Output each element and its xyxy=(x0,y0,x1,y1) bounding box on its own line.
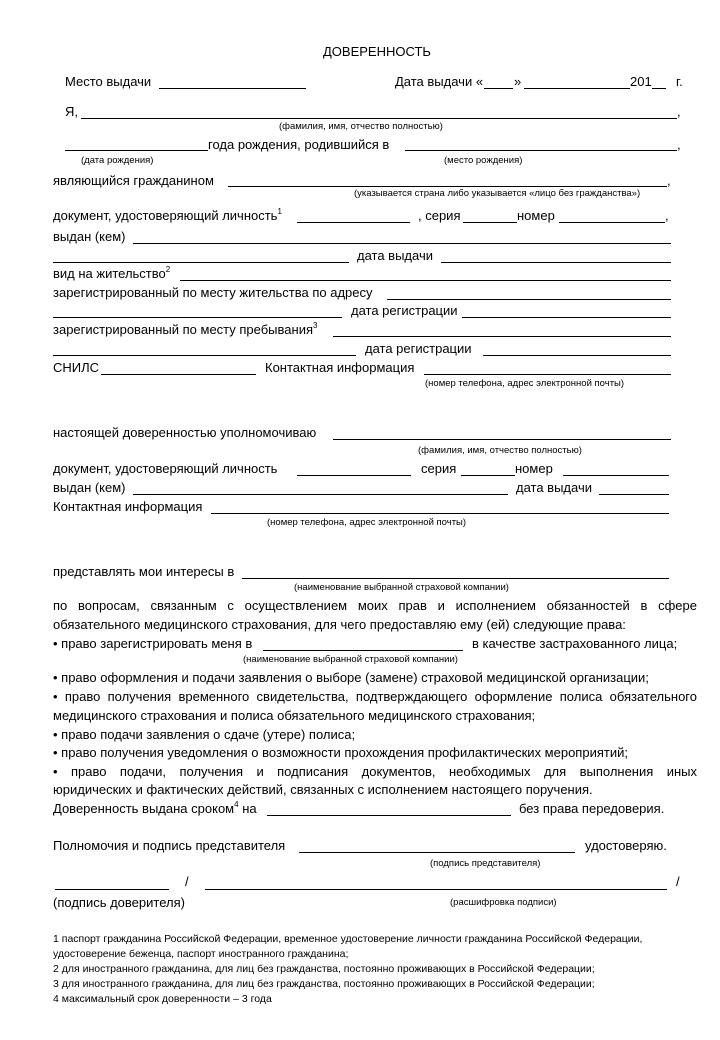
agent-issue-date-label: дата выдачи xyxy=(516,480,592,495)
authorize-label: настоящей доверенностью уполномочиваю xyxy=(53,425,317,440)
issue-date-label: Дата выдачи « xyxy=(395,74,484,89)
right6-line1: • право подачи, получения и подписания документов, необходимых для выполнения иных xyxy=(53,764,697,779)
right1-hint: (наименование выбранной страховой компании) xyxy=(243,654,458,665)
agent-doc-number-field[interactable] xyxy=(563,475,669,476)
birth-place-hint: (место рождения) xyxy=(444,155,523,166)
footnote-3: 3 для иностранного гражданина, для лиц без гражданства, постоянно проживающих в Российской Федерации; xyxy=(53,978,595,990)
issue-date-label: дата выдачи xyxy=(357,248,433,263)
birth-place-field[interactable] xyxy=(405,150,677,151)
principal-name-field[interactable] xyxy=(81,118,677,119)
principal-decode-field[interactable] xyxy=(205,889,667,890)
right4-text: • право подачи заявления о сдаче (утере) полиса; xyxy=(53,727,356,742)
insurer-hint: (наименование выбранной страховой компании) xyxy=(294,582,509,593)
principal-name-hint: (фамилия, имя, отчество полностью) xyxy=(279,121,443,132)
snils-field[interactable] xyxy=(101,374,256,375)
agent-name-hint: (фамилия, имя, отчество полностью) xyxy=(418,445,582,456)
reg-address-cont-field[interactable] xyxy=(53,317,342,318)
issued-by-label: выдан (кем) xyxy=(53,229,126,244)
contact-field[interactable] xyxy=(424,374,671,375)
right6-line2: юридических и фактических действий, связанных с исполнением настоящего поручения. xyxy=(53,782,593,797)
stay-address-field[interactable] xyxy=(333,336,671,337)
issue-day-field[interactable] xyxy=(484,88,513,89)
reg-address-field[interactable] xyxy=(387,299,671,300)
issue-year-suffix: г. xyxy=(676,74,683,89)
insurer-field[interactable] xyxy=(242,578,669,579)
agent-contact-hint: (номер телефона, адрес электронной почты) xyxy=(267,517,467,528)
snils-label: СНИЛС xyxy=(53,360,100,375)
authority-text-a: Полномочия и подпись представителя xyxy=(53,838,286,853)
right1-text-b: в качестве застрахованного лица; xyxy=(472,636,678,651)
agent-contact-field[interactable] xyxy=(211,513,669,514)
residence-field[interactable] xyxy=(180,280,671,281)
stay-address-cont-field[interactable] xyxy=(53,355,356,356)
right3-line2: медицинского страхования и полиса обязательного медицинского страхования; xyxy=(53,708,536,723)
stay-date-field[interactable] xyxy=(483,355,671,356)
doc-series-field[interactable] xyxy=(463,222,517,223)
issue-date-mid: » xyxy=(514,74,522,89)
right2-text: • право оформления и подачи заявления о выборе (замене) страховой медицинской организации; xyxy=(53,670,649,685)
agent-doc-label: документ, удостоверяющий личность xyxy=(53,461,278,476)
agent-issued-by-label: выдан (кем) xyxy=(53,480,126,495)
number-label: номер xyxy=(517,208,555,223)
footnote-4: 4 максимальный срок доверенности – 3 года xyxy=(53,993,272,1005)
doc-label: документ, удостоверяющий личность$^1$ xyxy=(53,206,282,223)
citizen-field[interactable] xyxy=(228,186,667,187)
issue-year-prefix: 201 xyxy=(630,74,652,89)
represent-label: представлять мои интересы в xyxy=(53,564,235,579)
series-label: , серия xyxy=(418,208,461,223)
citizen-label: являющийся гражданином xyxy=(53,173,214,188)
slash-2: / xyxy=(676,874,680,889)
issue-month-field[interactable] xyxy=(524,88,630,89)
agent-issued-by-field[interactable] xyxy=(133,494,508,495)
decode-hint: (расшифровка подписи) xyxy=(450,897,557,908)
comma: , xyxy=(667,173,671,188)
i-label: Я, xyxy=(65,104,78,119)
term-text-a: Доверенность выдана сроком$^4$ на xyxy=(53,799,257,816)
birth-date-hint: (дата рождения) xyxy=(81,155,154,166)
right5-text: • право получения уведомления о возможности прохождения профилактических мероприятий; xyxy=(53,745,628,760)
document-title: ДОВЕРЕННОСТЬ xyxy=(323,44,431,59)
issued-by-cont-field[interactable] xyxy=(53,262,349,263)
term-field[interactable] xyxy=(267,815,511,816)
agent-doc-series-field[interactable] xyxy=(461,475,515,476)
issue-year-field[interactable] xyxy=(652,88,666,89)
principal-sign-label: (подпись доверителя) xyxy=(53,895,185,910)
agent-doc-type-field[interactable] xyxy=(297,475,411,476)
doc-type-field[interactable] xyxy=(297,222,410,223)
stay-label: зарегистрированный по месту пребывания$^3$ xyxy=(53,320,318,337)
footnote-1-line2: удостоверение беженца, паспорт иностранного гражданина; xyxy=(53,948,349,960)
agent-number-label: номер xyxy=(515,461,553,476)
issued-by-field[interactable] xyxy=(133,243,671,244)
birth-text: года рождения, родившийся в xyxy=(208,137,390,152)
stay-date-label: дата регистрации xyxy=(365,341,472,356)
agent-contact-label: Контактная информация xyxy=(53,499,203,514)
issue-place-label: Место выдачи xyxy=(65,74,152,89)
reg-date-field[interactable] xyxy=(462,317,671,318)
footnote-2: 2 для иностранного гражданина, для лиц без гражданства, постоянно проживающих в Российской Федерации; xyxy=(53,963,595,975)
comma: , xyxy=(665,208,669,223)
agent-sign-hint: (подпись представителя) xyxy=(430,858,541,869)
reg-date-label: дата регистрации xyxy=(351,303,458,318)
residence-label: вид на жительство$^2$ xyxy=(53,264,171,281)
right3-line1: • право получения временного свидетельства, подтверждающего оформление полиса обязательного xyxy=(53,689,697,704)
powers-paragraph-line2: обязательного медицинского страхования, для чего предоставляю ему (ей) следующие права: xyxy=(53,617,626,632)
agent-issue-date-field[interactable] xyxy=(599,494,669,495)
right1-insurer-field[interactable] xyxy=(263,650,463,651)
issue-place-field[interactable] xyxy=(159,88,306,89)
doc-issue-date-field[interactable] xyxy=(441,262,671,263)
footnote-1-line1: 1 паспорт гражданина Российской Федерации, временное удостоверение личности гражданина Российской Федерации, xyxy=(53,933,643,945)
citizen-hint: (указывается страна либо указывается «лицо без гражданства») xyxy=(354,188,641,199)
principal-signature-field[interactable] xyxy=(55,889,169,890)
agent-name-field[interactable] xyxy=(333,439,671,440)
doc-number-field[interactable] xyxy=(559,222,665,223)
agent-signature-field[interactable] xyxy=(299,852,575,853)
birth-date-field[interactable] xyxy=(65,150,208,151)
comma: , xyxy=(677,104,681,119)
authority-text-b: удостоверяю. xyxy=(585,838,667,853)
comma: , xyxy=(677,137,681,152)
term-text-c: без права передоверия. xyxy=(519,801,665,816)
reg-address-label: зарегистрированный по месту жительства по адресу xyxy=(53,285,373,300)
contact-label: Контактная информация xyxy=(265,360,415,375)
contact-hint: (номер телефона, адрес электронной почты) xyxy=(425,378,625,389)
slash-1: / xyxy=(185,874,189,889)
right1-text-a: • право зарегистрировать меня в xyxy=(53,636,253,651)
powers-paragraph-line1: по вопросам, связанным с осуществлением моих прав и исполнением обязанностей в сфере xyxy=(53,598,697,613)
agent-series-label: серия xyxy=(421,461,457,476)
